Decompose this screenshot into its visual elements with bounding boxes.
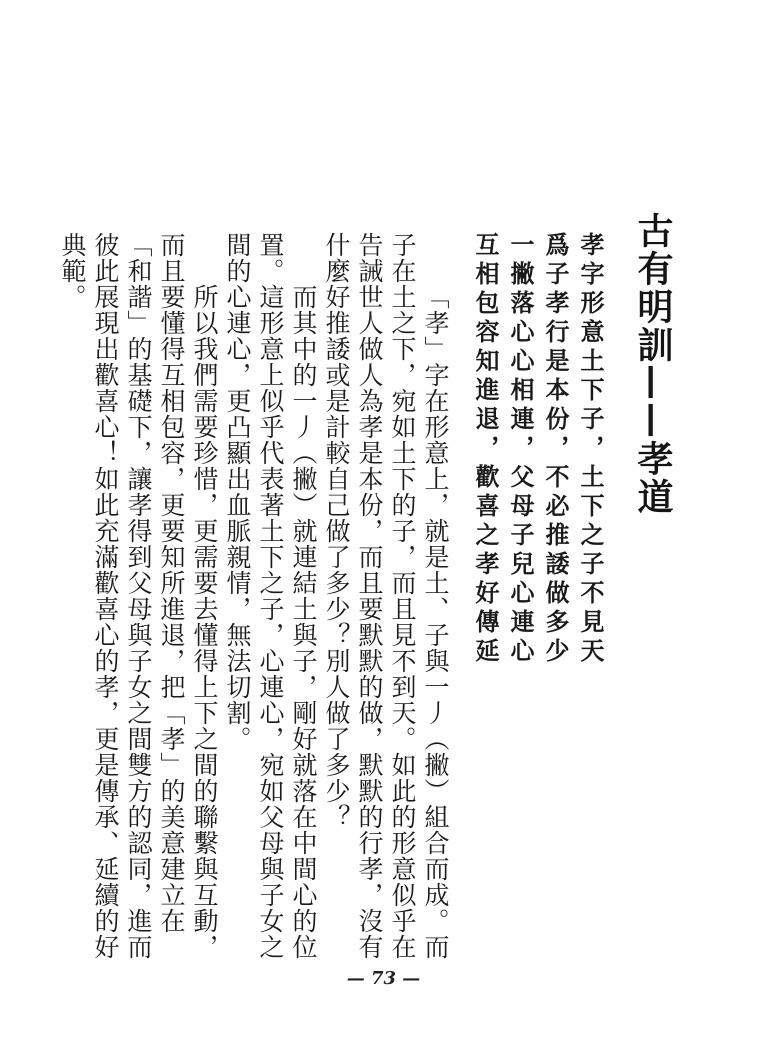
paragraph-column: 告誡世人做人為孝是本份，而且要默默的做，默默的行孝，沒有 xyxy=(355,232,384,960)
paragraph-column: 「孝」字在形意上，就是土、子與一丿（撇）組合而成。而 xyxy=(421,284,450,960)
poem-line: 孝字形意土下子，土下之子不見天 xyxy=(576,232,604,667)
paragraph-column: 所以我們需要珍惜，更需要去懂得上下之間的聯繫與互動， xyxy=(190,284,219,960)
poem-line: 一撇落心心相連，父母子兒心連心 xyxy=(506,232,534,667)
body-text xyxy=(56,232,452,960)
page-number: — 73 — xyxy=(346,968,421,989)
paragraph-column: 什麼好推諉或是計較自己做了多少？別人做了多少？ xyxy=(322,232,351,830)
paragraph-column: 子在土之下，宛如土下的子，而且見不到天。如此的形意似乎在 xyxy=(388,232,417,960)
paragraph-column: 而且要懂得互相包容，更要知所進退，把「孝」的美意建立在 xyxy=(157,232,186,934)
paragraph-column: 而其中的一丿（撇）就連結土與子，剛好就落在中間心的位 xyxy=(289,284,318,960)
poem-line: 爲子孝行是本份，不必推諉做多少 xyxy=(541,232,569,667)
poem-block xyxy=(467,232,607,667)
paragraph-column: 間的心連心，更凸顯出血脈親情，無法切割。 xyxy=(223,232,252,752)
paragraph-column: 彼此展現出歡喜心！如此充滿歡喜心的孝，更是傳承、延續的好 xyxy=(91,232,120,960)
paragraph-column: 「和諧」的基礎下，讓孝得到父母與子女之間雙方的認同，進而 xyxy=(124,232,153,960)
chapter-title: 古有明訓——孝道 xyxy=(632,212,674,516)
paragraph-column: 置。這形意上似乎代表著土下之子，心連心，宛如父母與子女之 xyxy=(256,232,285,960)
paragraph-column: 典範。 xyxy=(58,232,87,310)
poem-line: 互相包容知進退，歡喜之孝好傳延 xyxy=(471,232,499,667)
